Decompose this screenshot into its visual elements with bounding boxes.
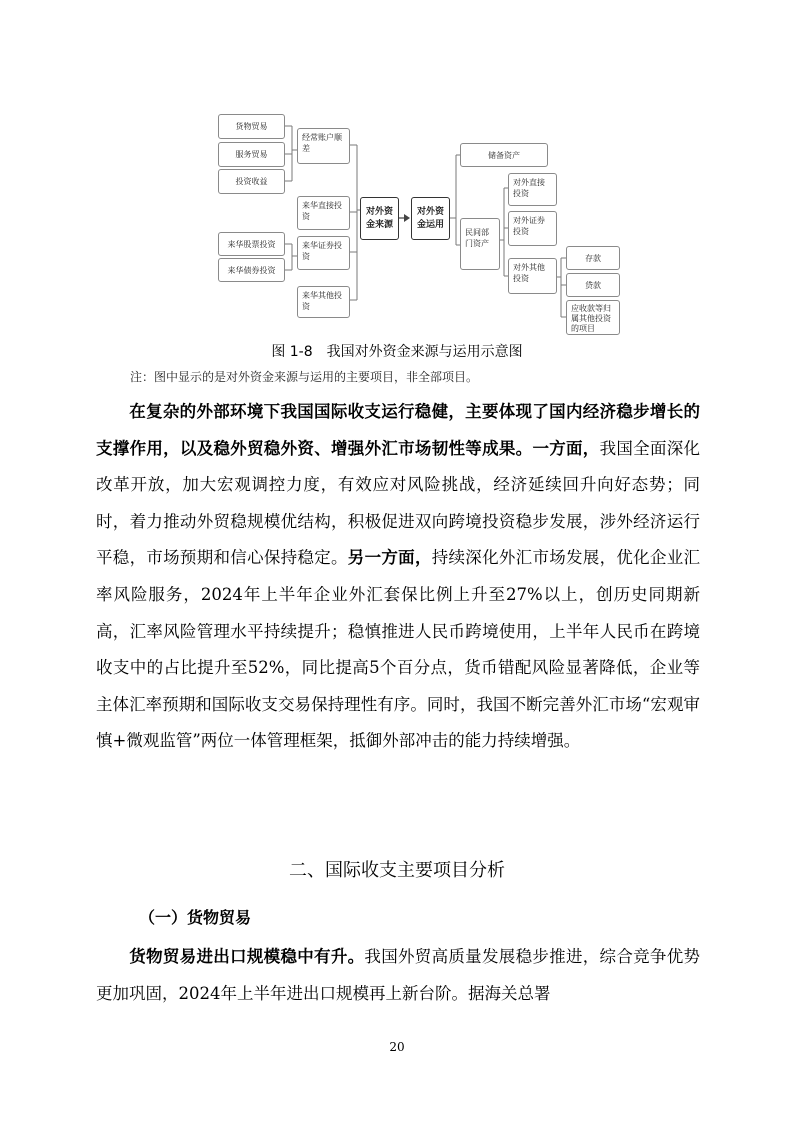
section-title: 二、国际收支主要项目分析 [289,860,505,881]
box-receivables-other: 应收款等归属其他投资的项目 [566,300,620,335]
box-inbound-portfolio: 来华证券投资 [297,236,350,270]
box-goods-trade: 货物贸易 [218,114,285,139]
para1-lead2: 另一方面， [347,548,432,568]
box-inbound-equity: 来华股票投资 [218,232,285,256]
body-paragraph-2 [96,939,700,1012]
subsection-title: （一）货物贸易 [139,908,252,927]
figure-note: 注：图中显示的是对外资金来源与运用的主要项目，非全部项目。 [130,370,479,384]
diagram-connectors [0,0,794,340]
box-current-account-surplus: 经常账户顺差 [297,128,350,164]
box-fund-use: 对外资金运用 [411,197,450,240]
box-loans: 贷款 [566,273,620,297]
para1-bold-lead: 在复杂的外部环境下我国国际收支运行稳健，主要体现了国内经济稳步增长的支撑作用，以及稳外贸稳外资、增强外汇市场韧性等成果。 [96,402,700,458]
box-private-assets: 民间部门资产 [460,218,500,270]
box-outbound-other: 对外其他投资 [508,258,557,294]
page-number: 20 [389,1040,405,1054]
box-outbound-portfolio: 对外证券投资 [508,211,557,246]
body-paragraph-1 [96,394,700,760]
box-inbound-bond: 来华债券投资 [218,258,285,282]
box-services-trade: 服务贸易 [218,142,285,167]
fund-flow-diagram [0,0,794,340]
box-reserve-assets: 储备资产 [460,143,548,167]
figure-caption: 图 1-8 我国对外资金来源与运用示意图 [271,344,523,360]
box-deposits: 存款 [566,246,620,270]
box-fund-source: 对外资金来源 [360,197,399,240]
box-investment-income: 投资收益 [218,169,285,194]
box-inbound-other: 来华其他投资 [297,286,350,318]
box-inbound-fdi: 来华直接投资 [297,196,350,230]
para1-lead1: 一方面， [532,438,600,458]
box-outbound-fdi: 对外直接投资 [508,173,557,206]
para1-text2: 持续深化外汇市场发展，优化企业汇率风险服务，2024年上半年企业外汇套保比例上升至27%以上，创历史同期新高，汇率风险管理水平持续提升；稳慎推进人民币跨境使用，上半年人民币在跨境收支中的占比提升至52%，同比提高5个百分点，货币错配风险显著降低，企业等主体汇率预期和国际收支交易保持理性有序。同时，我国不断完善外汇市场“宏观审慎+微观监管”两位一体管理框架，抵御外部冲击的能力持续增强。 [96,548,701,751]
para2-bold-lead: 货物贸易进出口规模稳中有升。 [129,947,365,966]
para2-text: 我国外贸高质量发展稳步推进，综合竞争优势更加巩固，2024年上半年进出口规模再上新台阶。据海关总署 [96,947,701,1003]
para1-text1: 我国全面深化改革开放，加大宏观调控力度，有效应对风险挑战，经济延续回升向好态势；同时，着力推动外贸稳规模优结构，积极促进双向跨境投资稳步发展，涉外经济运行平稳，市场预期和信心保持稳定。 [96,438,701,568]
